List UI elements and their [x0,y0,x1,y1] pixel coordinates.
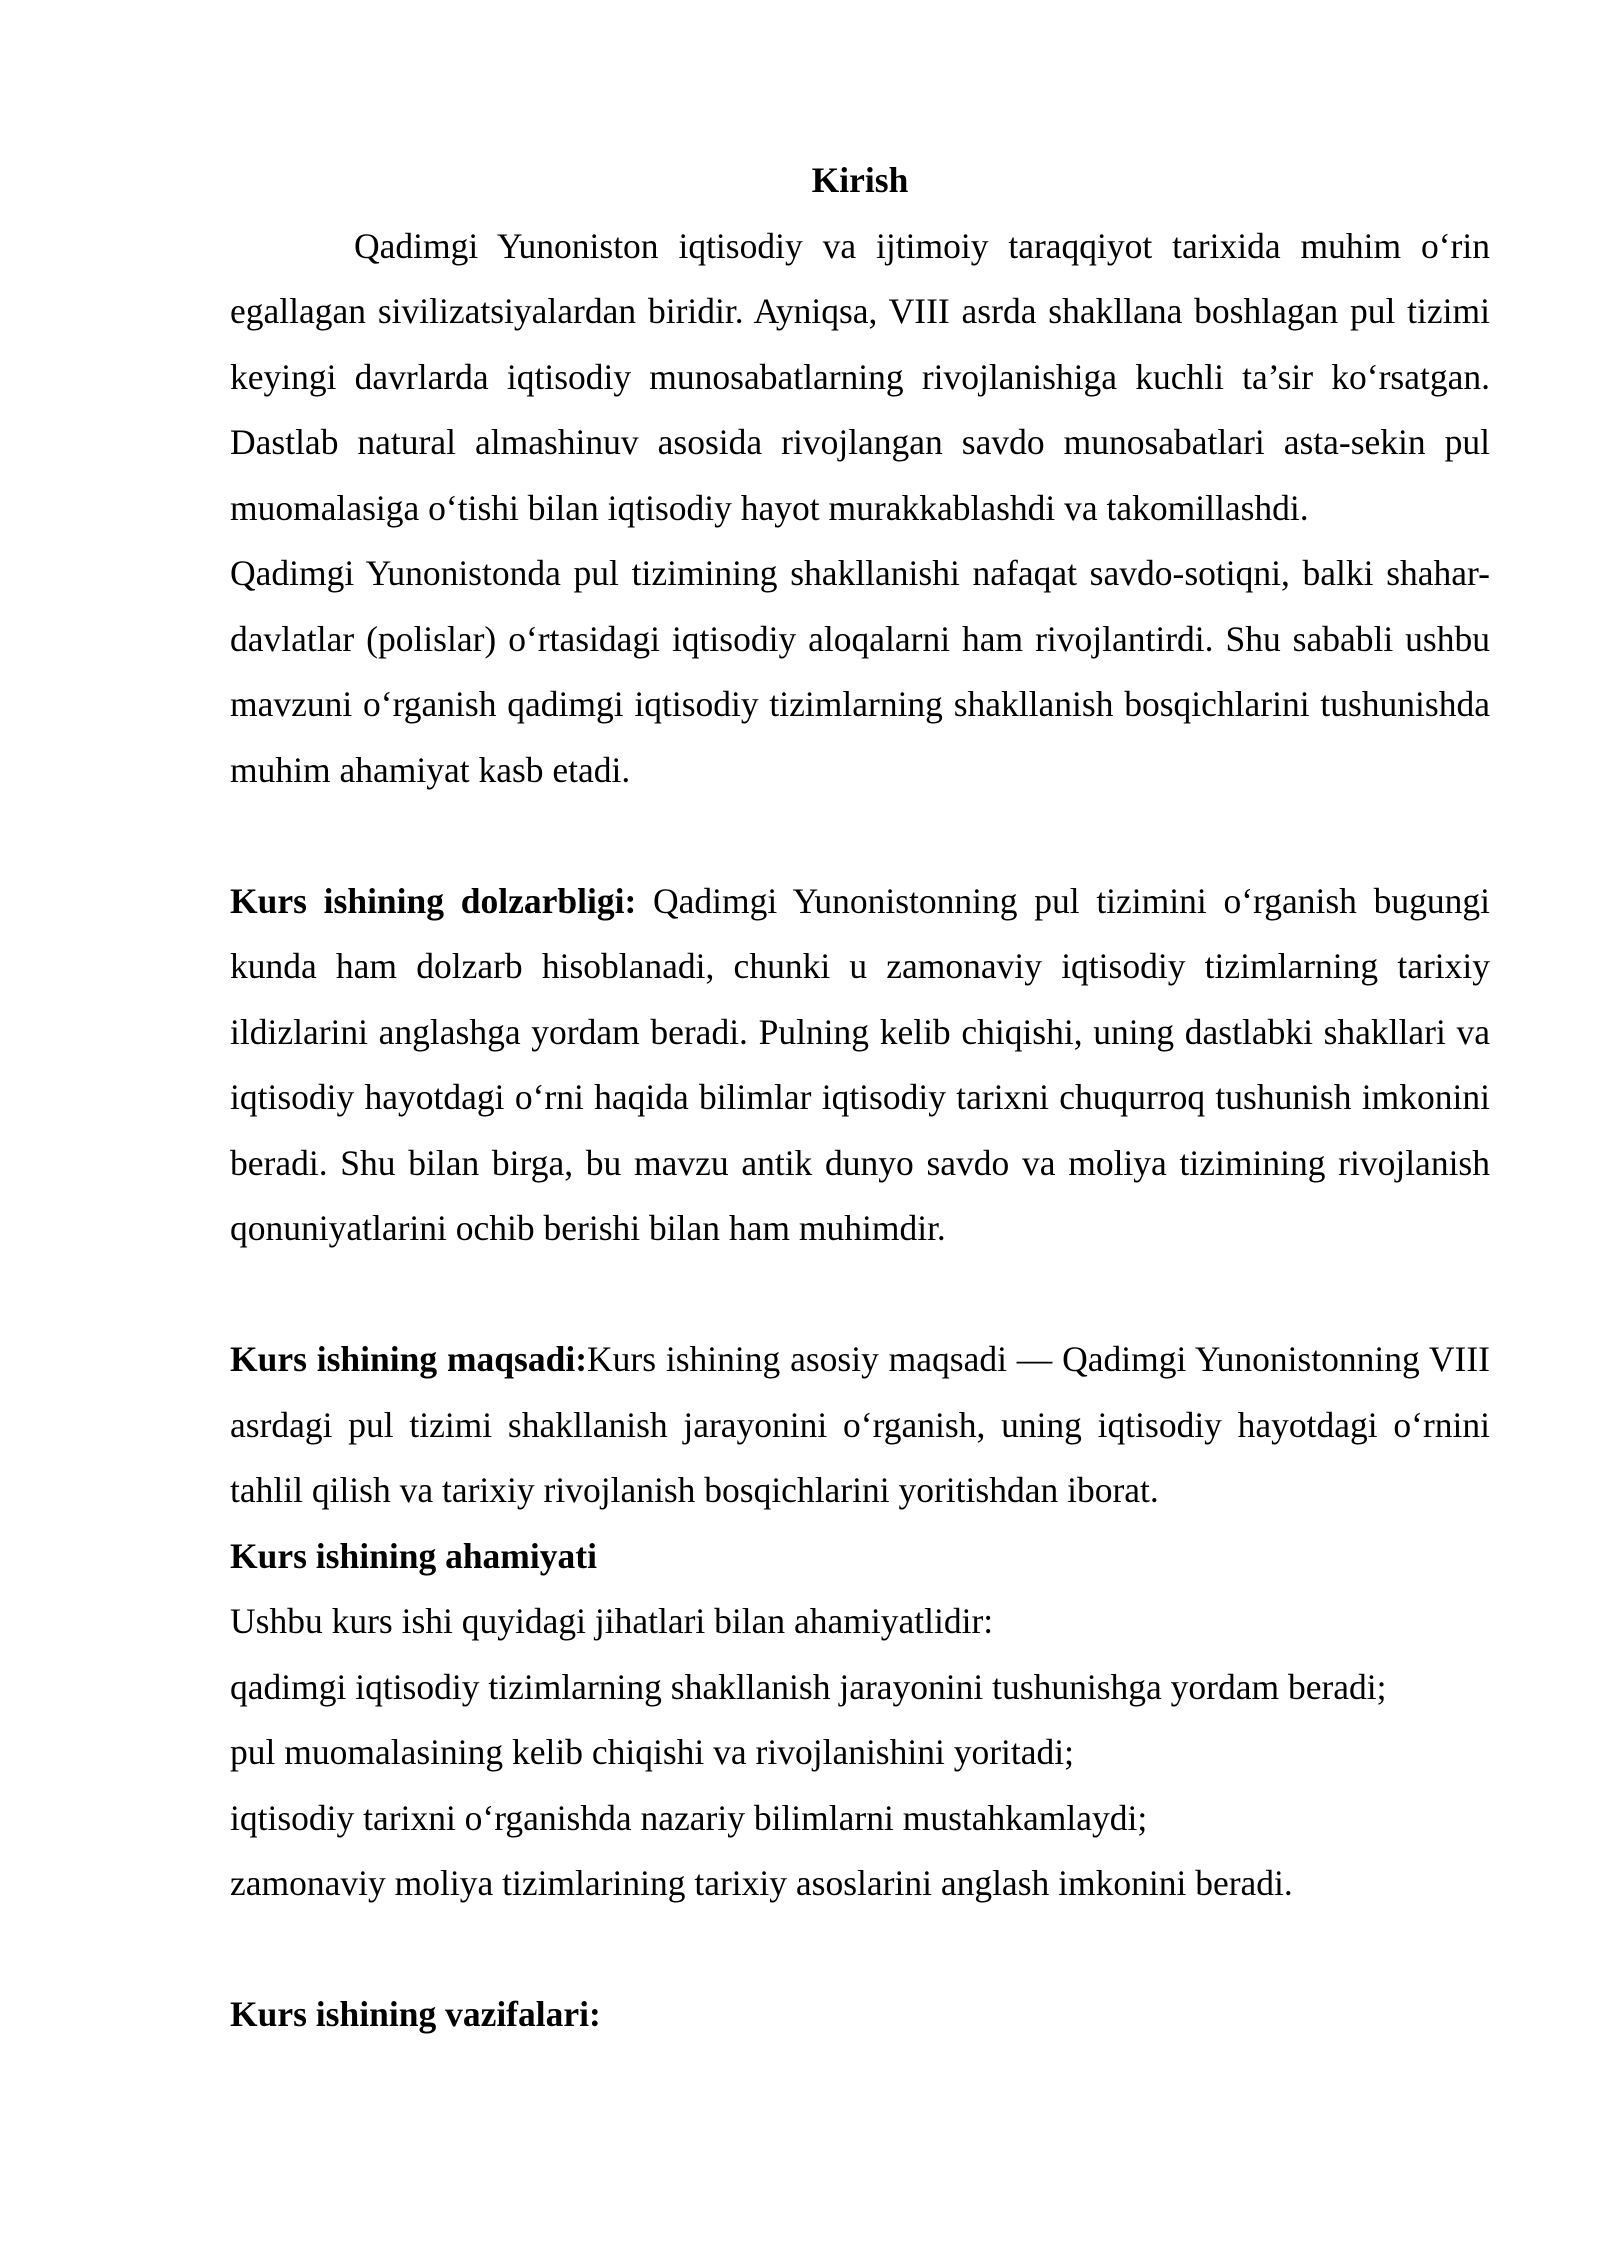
goal-label: Kurs ishining maqsadi: [230,1339,588,1379]
relevance-text: Qadimgi Yunonistonning pul tizimini o‘rganish bugungi kunda ham dolzarb hisoblanadi, chunki u zamonaviy iqtisodiy tizimlarning tarixiy ildizlarini anglashga yordam beradi. Pulning kelib chiqishi, uning dastlabki shakllari va iqtisodiy hayotdagi o‘rni haqida bilimlar iqtisodiy tarixni chuqurroq tushunish imkonini beradi. Shu bilan birga, bu mavzu antik dunyo savdo va moliya tizimining rivojlanish qonuniyatlarini ochib berishi bilan ham muhimdir. [230,880,1491,1248]
document-page [230,148,1490,2048]
page-title: Kirish [811,160,909,200]
relevance-paragraph [230,869,1490,1262]
intro-paragraph-1: Qadimgi Yunoniston iqtisodiy va ijtimoiy taraqqiyot tarixida muhim o‘rin egallagan sivilizatsiyalardan biridir. Ayniqsa, VIII asrda shakllana boshlagan pul tizimi keyingi davrlarda iqtisodiy munosabatlarning rivojlanishiga kuchli ta’sir ko‘rsatgan. Dastlab natural almashinuv asosida rivojlangan savdo munosabatlari asta-sekin pul muomalasiga o‘tishi bilan iqtisodiy hayot murakkablashdi va takomillashdi. [230,225,1490,528]
importance-intro: Ushbu kurs ishi quyidagi jihatlari bilan ahamiyatlidir: [230,1601,994,1641]
intro-paragraph-2: Qadimgi Yunonistonda pul tizimining shakllanishi nafaqat savdo-sotiqni, balki shahar-davlatlar (polislar) o‘rtasidagi iqtisodiy aloqalarni ham rivojlantirdi. Shu sababli ushbu mavzuni o‘rganish qadimgi iqtisodiy tizimlarning shakllanish bosqichlarini tushunishda muhim ahamiyat kasb etadi. [230,553,1490,790]
tasks-heading: Kurs ishining vazifalari: [230,1994,601,2034]
goal-paragraph [230,1327,1490,1524]
importance-item: zamonaviy moliya tizimlarining tarixiy asoslarini anglash imkonini beradi. [230,1863,1293,1903]
spacer [230,1917,1490,1983]
spacer [230,803,1490,869]
importance-item: qadimgi iqtisodiy tizimlarning shakllanish jarayonini tushunishga yordam beradi; [230,1666,1387,1707]
importance-item: iqtisodiy tarixni o‘rganishda nazariy bilimlarni mustahkamlaydi; [230,1797,1148,1838]
importance-heading: Kurs ishining ahamiyati [230,1535,597,1576]
importance-item: pul muomalasining kelib chiqishi va rivojlanishini yoritadi; [230,1732,1075,1772]
goal-text: Kurs ishining asosiy maqsadi — Qadimgi Yunonistonning VIII asrdagi pul tizimi shakllanish jarayonini o‘rganish, uning iqtisodiy hayotdagi o‘rnini tahlil qilish va tarixiy rivojlanish bosqichlarini yoritishdan iborat. [230,1339,1491,1510]
spacer [230,1262,1490,1328]
relevance-label: Kurs ishining dolzarbligi: [230,880,637,921]
